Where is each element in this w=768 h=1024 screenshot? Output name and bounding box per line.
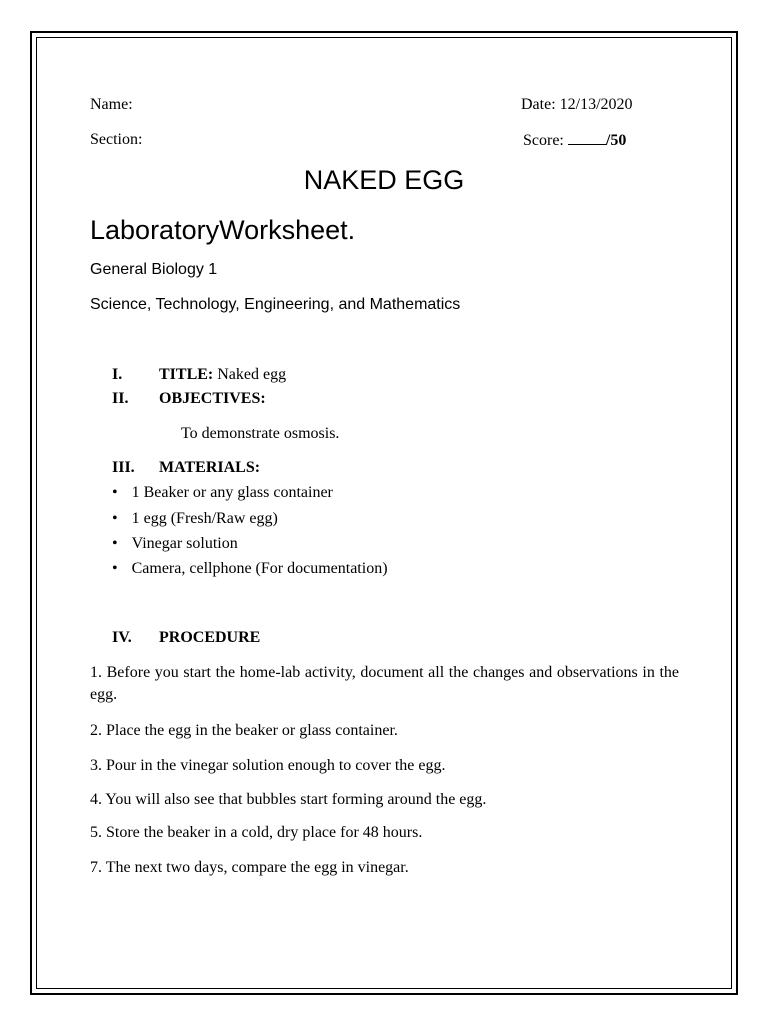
- score-blank: [568, 130, 606, 145]
- procedure-step: 3. Pour in the vinegar solution enough to cover the egg.: [90, 757, 446, 774]
- worksheet-title: NAKED EGG: [303, 165, 465, 195]
- score-label: Score:: [523, 132, 568, 149]
- section-numeral-ii: II.: [112, 390, 129, 407]
- score-total: /50: [605, 132, 627, 149]
- subject-line: General Biology 1: [90, 261, 218, 278]
- section-numeral-i: I.: [112, 366, 123, 383]
- bullet-icon: •: [112, 484, 118, 501]
- section-title-heading: TITLE:: [159, 366, 214, 383]
- procedure-step: 4. You will also see that bubbles start forming around the egg.: [90, 791, 487, 808]
- name-label: Name:: [90, 96, 133, 113]
- strand-line: Science, Technology, Engineering, and Mathematics: [90, 296, 461, 313]
- section-objectives-heading: OBJECTIVES:: [159, 390, 266, 407]
- materials-item: • 1 egg (Fresh/Raw egg): [112, 510, 278, 527]
- bullet-icon: •: [112, 510, 118, 527]
- materials-item: • 1 Beaker or any glass container: [112, 484, 333, 501]
- materials-item: • Camera, cellphone (For documentation): [112, 560, 388, 577]
- section-numeral-iii: III.: [112, 459, 135, 476]
- procedure-step: 2. Place the egg in the beaker or glass container.: [90, 722, 398, 739]
- section-title: [159, 365, 286, 385]
- worksheet-subtitle: LaboratoryWorksheet.: [90, 215, 356, 245]
- section-numeral-iv: IV.: [112, 629, 132, 646]
- bullet-icon: •: [112, 560, 118, 577]
- section-title-value: Naked egg: [213, 366, 287, 383]
- section-label: Section:: [90, 131, 143, 148]
- procedure-step: 1. Before you start the home-lab activity, document all the changes and observations in the egg.: [90, 664, 679, 703]
- section-materials-heading: MATERIALS:: [159, 459, 261, 476]
- materials-item: • Vinegar solution: [112, 535, 238, 552]
- objective-text: To demonstrate osmosis.: [181, 425, 340, 442]
- procedure-step: 7. The next two days, compare the egg in vinegar.: [90, 859, 409, 876]
- section-procedure-heading: PROCEDURE: [159, 629, 261, 646]
- bullet-icon: •: [112, 535, 118, 552]
- date-label: Date: 12/13/2020: [521, 96, 633, 113]
- procedure-step: 5. Store the beaker in a cold, dry place for 48 hours.: [90, 824, 423, 841]
- score-field: [523, 130, 626, 151]
